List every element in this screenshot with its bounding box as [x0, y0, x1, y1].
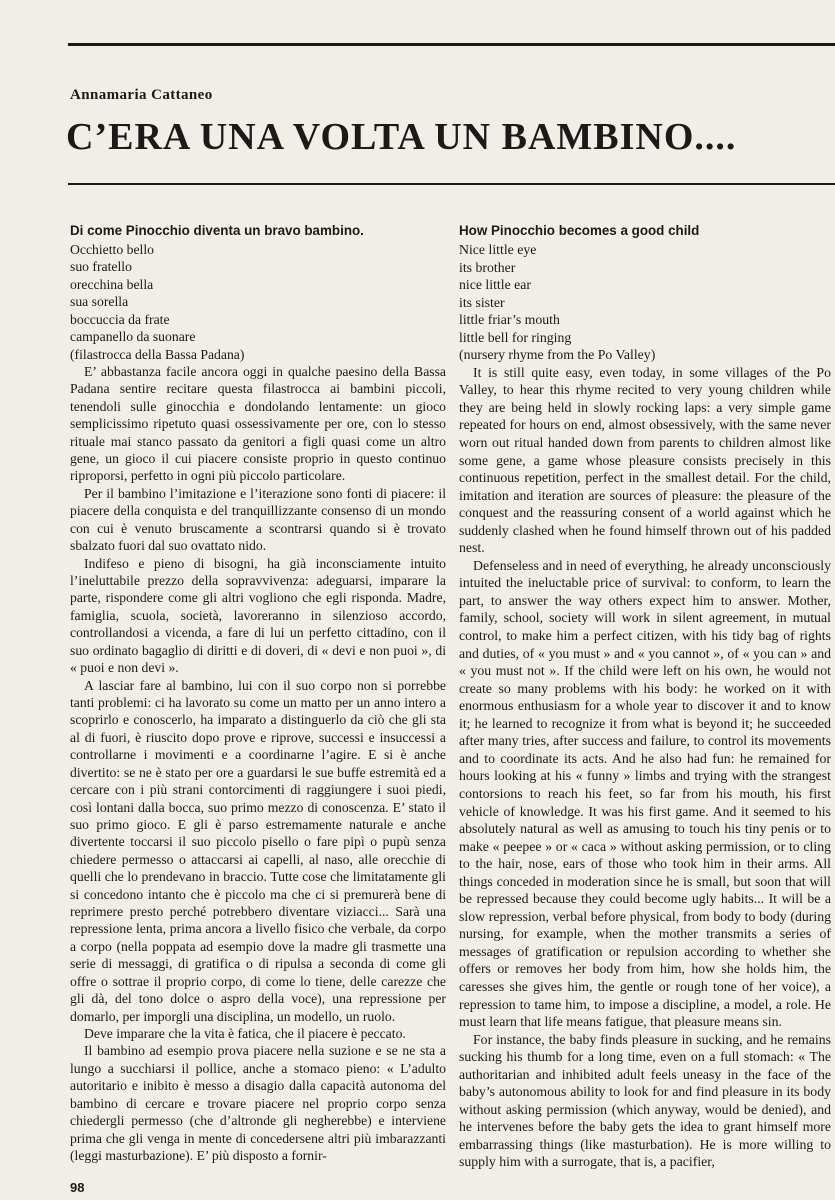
verse-source: (nursery rhyme from the Po Valley): [459, 347, 656, 363]
italian-paragraph: Deve imparare che la vita è fatica, che il piacere è peccato.: [84, 1025, 406, 1041]
verse-line: boccuccia da frate: [70, 311, 170, 327]
top-rule: [68, 43, 835, 46]
verse-line: nice little ear: [459, 277, 532, 293]
english-column: [459, 222, 831, 1171]
verse-line: its brother: [459, 259, 516, 275]
verse-source: (filastrocca della Bassa Padana): [70, 346, 245, 362]
verse-line: Nice little eye: [459, 242, 537, 257]
title-rule: [68, 183, 835, 185]
verse-line: little friar’s mouth: [459, 312, 560, 328]
verse-line: orecchina bella: [70, 276, 154, 292]
italian-paragraph: Indifeso e pieno di bisogni, ha già inconsciamente intuito l’ineluttabile prezzo della sopravvivenza: adeguarsi, imparare la parte, rispondere come gli altri vogliono che egli risponda. Madre, famiglia, scuola, società, lavoreranno in silenzioso accordo, controllandosi a vicenda, a fare di lui un perfetto cittadino, con il suo ordinato bagaglio di diritti e di doveri, di « devi e non puoi », di « puoi e non devi ».: [70, 555, 446, 676]
italian-paragraph: A lasciar fare al bambino, lui con il suo corpo non si porrebbe tanti problemi: ci ha lavorato su come un matto per un anno intero a scoprirlo e conoscerlo, ha imparato a distinguerlo da ciò che gli sta al di fuori, è riuscito dopo prove e riprove, successi e insuccessi a controllarne i movimenti e a coordinarne l’agire. E si è anche divertito: se ne è stato per ore a guardarsi le sue buffe estremità ed a cercare con i più strani contorcimenti di raggiungere i suoi piedi, così lontani dalla bocca, suo primo mezzo di conoscenza. E’ stato il suo primo gioco. E gli è parso estremamente naturale e anche divertente toccarsi il suo piccolo pisello o fare pipì o pupù senza chiedere permesso o attaccarsi ai capelli, al naso, alle orecchie di quelli che lo prendevano in braccio. Tutte cose che limitatamente gli si concedono intanto che è piccolo ma che ci si premurerà bene di reprimere presto perché potrebbero diventare viziacci... Sarà una repressione lenta, prima ancora a livello fisico che verbale, da corpo a corpo (nella poppata ad esempio dove la madre gli trasmette una serie di messaggi, di gratifica o di ripulsa a seconda di come gli offre o sottrae il proprio corpo, di come lo tiene, delle carezze che gli dà, del tono dolce o aspro della voce), una repressione per domarlo, per imporgli una disciplina, un modello, un ruolo.: [70, 677, 446, 1024]
page-number: 98: [70, 1180, 85, 1195]
english-paragraph: For instance, the baby finds pleasure in sucking, and he remains sucking his thumb for a long time, even on a full stomach: « The authoritarian and inhibited adult feels uneasy in the face of the baby’s autonomous ability to look for and find pleasure in its body without asking permission (which anyway, would be denied), and he intervenes before the baby gets the idea to grant himself more embarrassing things (like masturbation). He is more willing to supply him with a surrogate, that is, a pacifier,: [459, 1031, 831, 1170]
italian-paragraph: Per il bambino l’imitazione e l’iterazione sono fonti di piacere: il piacere della conquista e del tranquillizzante consenso di un mondo con cui è venuto bruscamente a scontrarsi quando si è trovato sbalzato fuori dal suo ovattato nido.: [70, 485, 446, 554]
verse-line: campanello da suonare: [70, 329, 196, 345]
verse-line: sua sorella: [70, 294, 129, 310]
english-paragraph: It is still quite easy, even today, in some villages of the Po Valley, to hear this rhyme recited to very young children while they are being held in slowly rocking laps: a very simple game repeated for hours on end, almost obsessively, with the same never worn out ritual handed down from parents to children almost like some gene, a game whose pleasure consists precisely in this continuous repetition, perfect in the smallest detail. For the child, imitation and iteration are sources of pleasure: the pleasure of the conquest and the reassuring consent of a world against which he suddenly clashed when he found himself thrown out of his padded nest.: [459, 364, 831, 556]
verse-line: its sister: [459, 294, 505, 310]
italian-paragraph: Il bambino ad esempio prova piacere nella suzione e se ne sta a lungo a succhiarsi il pollice, anche a stomaco pieno: « L’adulto autoritario e inibito è messo a disagio dalla capacità autonoma del bambino di cercare e trovare piacere nel proprio corpo senza chiedergli permesso (che d’altronde gli negherebbe) e interviene prima che gli venga in mente di concedersene altri più imbarazzanti (leggi masturbazione). E’ più disposto a fornir-: [70, 1043, 446, 1163]
verse-line: little bell for ringing: [459, 329, 572, 345]
italian-column: [70, 222, 446, 1164]
english-heading: How Pinocchio becomes a good child: [459, 223, 700, 238]
verse-line: Occhietto bello: [70, 242, 154, 257]
author-name: Annamaria Cattaneo: [70, 87, 213, 103]
italian-heading: Di come Pinocchio diventa un bravo bambino.: [70, 223, 364, 238]
verse-line: suo fratello: [70, 259, 132, 275]
article-title: C’ERA UNA VOLTA UN BAMBINO....: [66, 116, 737, 158]
italian-paragraph: E’ abbastanza facile ancora oggi in qualche paesino della Bassa Padana sentire recitare questa filastrocca ai bambini piccoli, tenendoli sulle ginocchia e dondolando lentamente: un gioco semplicissimo ripetuto quasi ossessivamente per ore, con lo stesso rituale mai stanco passato da genitori a figli quasi come un altro gene, un gioco il cui piacere consiste proprio in questo continuo riproporsi, perfetto in ogni più piccolo particolare.: [70, 363, 446, 484]
english-paragraph: Defenseless and in need of everything, he already unconsciously intuited the ineluctable price of survival: to conform, to learn the part, to answer the way others expect him to answer. Mother, family, school, society will work in silent agreement, in mutual control, to make him a perfect citizen, with his tidy bag of rights and duties, of « you must » and « you cannot », of « you can » and « you must not ». If the child were left on his own, he would not create so many problems with his body: he worked on it with enormous enthusiasm for a whole year to discover it and to know it; he learned to recognize it from what is beyond it; he succeeded after many tries, after success and failure, to control its movements and to coordinate its acts. And he also had fun: he remained for hours looking at his « funny » limbs and trying with the strangest contorsions to reach his feet, so far from his mouth, his first vehicle of knowledge. It was his first game. And it seemed to his absolutely natural as well as amusing to touch his tiny penis or to make « peepee » or « caca » without asking permission, or to cling to the hair, nose, ears of those who took him in their arms. All things conceded in moderation since he is small, but soon that will be repressed because they could become ugly habits... It will be a slow repression, verbal before physical, from body to body (during nursing, for example, when the mother transmits a series of messages of gratification or repulsion according to whether she offers or removes her body from him, how she holds him, the caresses she gives him, the gentle or rough tone of her voice), a repression to tame him, to impose a discipline, a model, a role. He must learn that life means fatigue, that pleasure means sin.: [459, 557, 831, 1030]
